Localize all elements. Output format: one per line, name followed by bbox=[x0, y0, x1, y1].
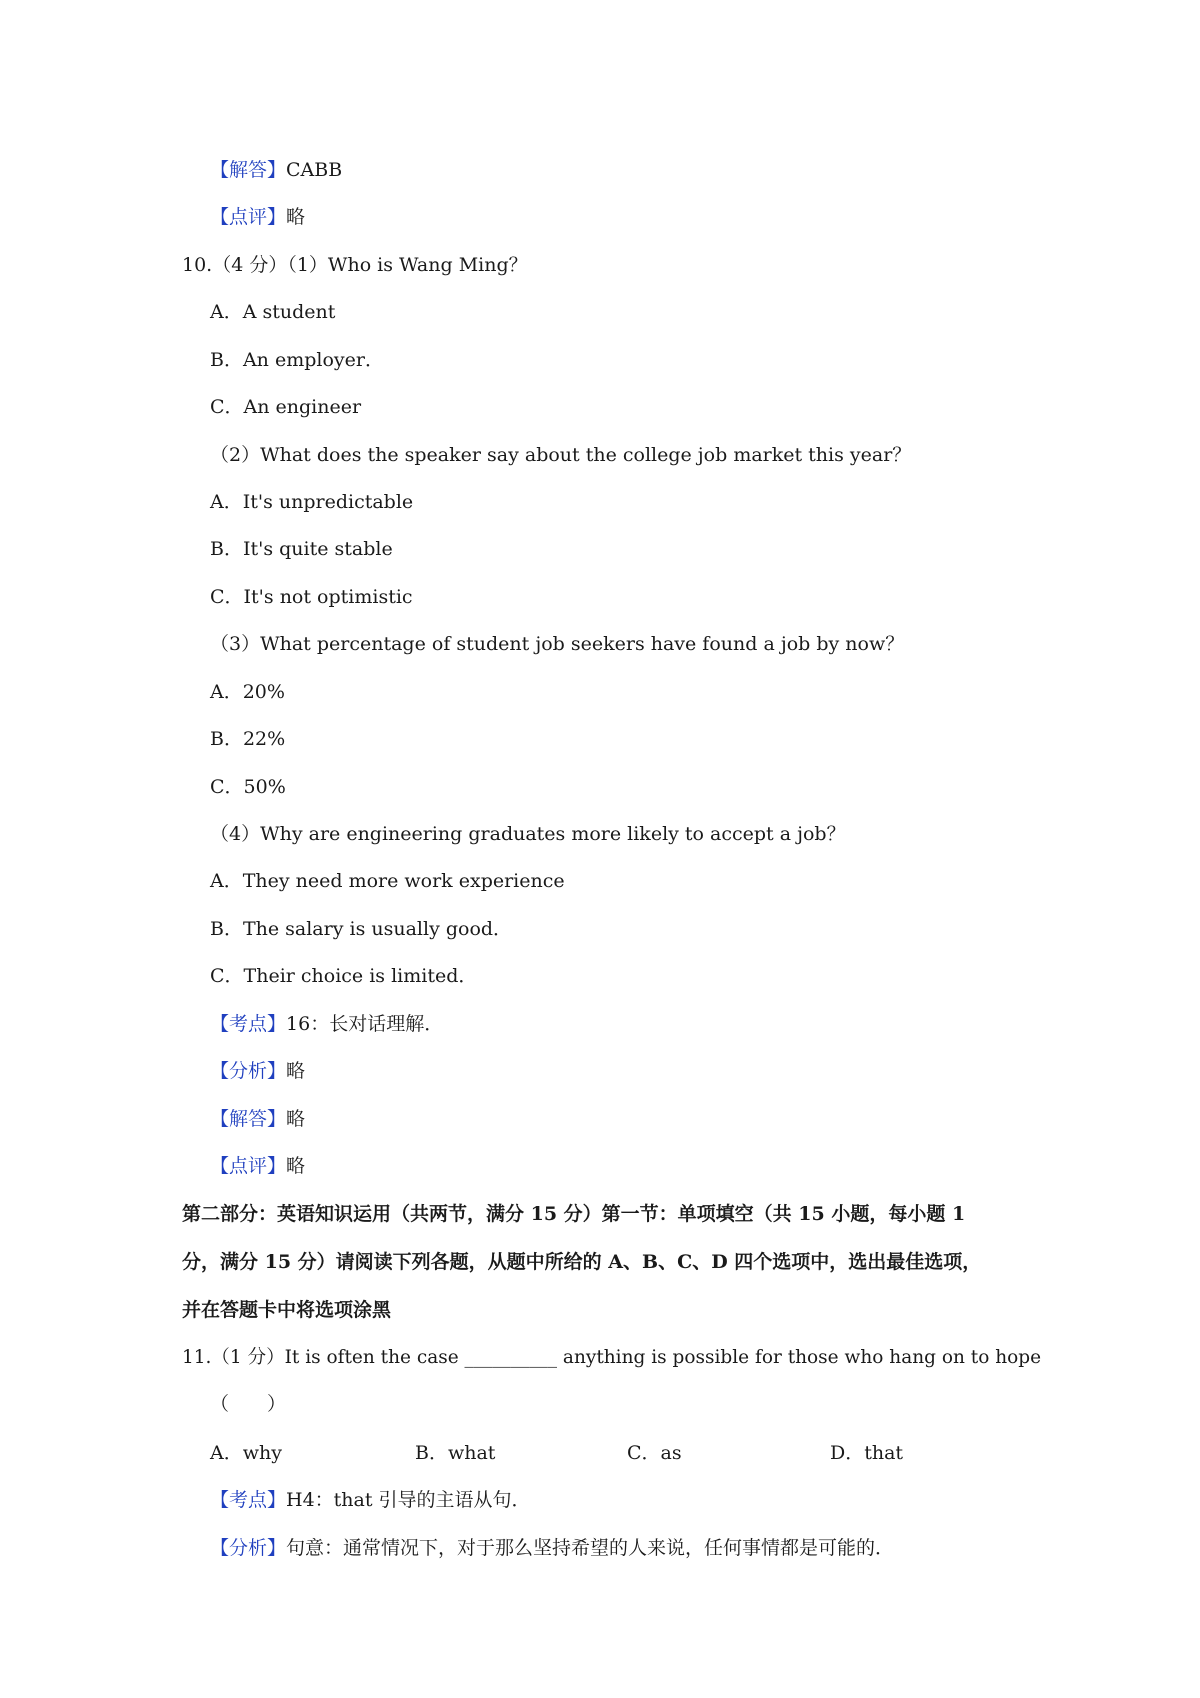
jieda-text: 略 bbox=[286, 1108, 306, 1130]
q10-fenxi-line bbox=[210, 1059, 305, 1083]
q10-2-option-b: B．It's quite stable bbox=[210, 538, 393, 560]
part2-heading-line2: 分，满分 15 分）请阅读下列各题，从题中所给的 A、B、C、D 四个选项中，选出最佳选项， bbox=[182, 1251, 982, 1273]
q10-2-option-c: C．It's not optimistic bbox=[210, 586, 413, 608]
q11-option-d: D．that bbox=[830, 1442, 904, 1464]
q10-kaodian-line bbox=[210, 1012, 443, 1036]
q11-kaodian-tag: 【考点】 bbox=[210, 1489, 287, 1511]
q10-3-option-c: C．50% bbox=[210, 776, 286, 798]
q10-2-option-a: A．It's unpredictable bbox=[210, 491, 414, 513]
q10-stem: 10.（4 分）（1）Who is Wang Ming？ bbox=[182, 254, 528, 276]
jieda-tag: 【解答】 bbox=[210, 1108, 287, 1130]
kaodian-text: 16：长对话理解． bbox=[286, 1013, 444, 1035]
q10-4-option-c: C．Their choice is limited． bbox=[210, 965, 478, 987]
q11-kaodian-text: H4：that 引导的主语从句． bbox=[286, 1489, 531, 1511]
q11-option-b: B．what bbox=[415, 1442, 496, 1464]
comment-line bbox=[210, 205, 305, 229]
q10-1-option-a: A．A student bbox=[210, 301, 336, 323]
answer-text: CABB bbox=[286, 159, 343, 181]
q10-3-option-a: A．20% bbox=[210, 681, 285, 703]
q11-answer-paren: （ ） bbox=[210, 1393, 287, 1415]
q11-stem: 11.（1 分）It is often the case __________ anything is possible for those who hang on to hope bbox=[182, 1347, 1042, 1368]
q10-3-option-b: B．22% bbox=[210, 728, 286, 750]
fenxi-text: 略 bbox=[286, 1060, 306, 1082]
kaodian-tag: 【考点】 bbox=[210, 1013, 287, 1035]
q11-option-a: A．why bbox=[210, 1442, 282, 1464]
q11-fenxi-text: 句意：通常情况下，对于那么坚持希望的人来说，任何事情都是可能的． bbox=[286, 1537, 895, 1559]
q10-1-option-c: C．An engineer bbox=[210, 396, 362, 418]
dianping-tag: 【点评】 bbox=[210, 1155, 287, 1177]
q10-dianping-line bbox=[210, 1154, 305, 1178]
q11-fenxi-line bbox=[210, 1536, 894, 1560]
answer-line bbox=[210, 158, 342, 182]
answer-tag: 【解答】 bbox=[210, 159, 287, 181]
q10-4-option-a: A．They need more work experience bbox=[210, 870, 565, 892]
q11-fenxi-tag: 【分析】 bbox=[210, 1537, 287, 1559]
part2-heading-line3: 并在答题卡中将选项涂黑 bbox=[182, 1299, 392, 1321]
q11-kaodian-line bbox=[210, 1488, 531, 1512]
part2-heading-line1: 第二部分：英语知识运用（共两节，满分 15 分）第一节：单项填空（共 15 小题，每小题 1 bbox=[182, 1203, 966, 1225]
dianping-text: 略 bbox=[286, 1155, 306, 1177]
fenxi-tag: 【分析】 bbox=[210, 1060, 287, 1082]
q10-sub4: （4）Why are engineering graduates more likely to accept a job？ bbox=[210, 823, 846, 845]
q10-4-option-b: B．The salary is usually good． bbox=[210, 918, 513, 940]
q10-sub3: （3）What percentage of student job seekers have found a job by now？ bbox=[210, 633, 905, 655]
q10-1-option-b: B．An employer． bbox=[210, 349, 384, 371]
comment-tag: 【点评】 bbox=[210, 206, 287, 228]
q11-option-c: C．as bbox=[627, 1442, 682, 1464]
q10-sub2: （2）What does the speaker say about the college job market this year？ bbox=[210, 444, 912, 466]
q10-jieda-line bbox=[210, 1107, 305, 1131]
comment-text: 略 bbox=[286, 206, 306, 228]
